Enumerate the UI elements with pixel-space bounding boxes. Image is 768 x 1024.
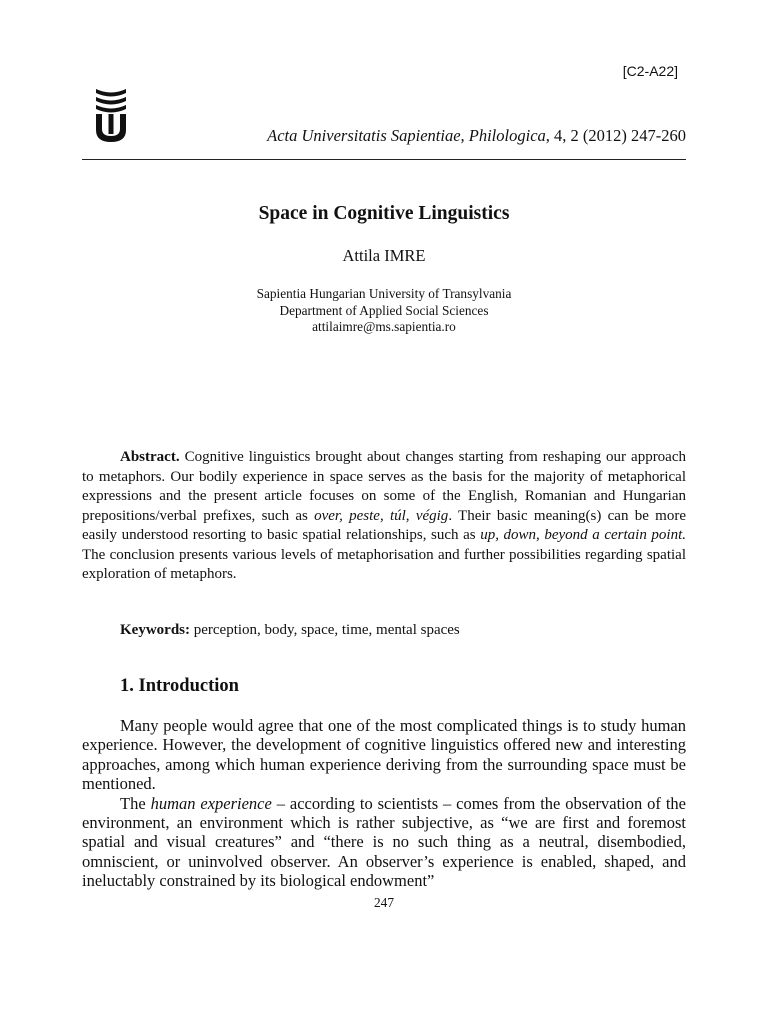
keywords-label: Keywords:	[120, 622, 190, 638]
abstract-label: Abstract.	[120, 449, 180, 465]
paragraph: Many people would agree that one of the most complicated things is to study human experience. However, the development of cognitive linguistics offered new and interesting approaches, among which human experience deriving from the surrounding space must be mentioned.	[82, 716, 686, 794]
author-affiliation	[0, 286, 768, 336]
section-body	[82, 716, 686, 891]
abstract-text: Cognitive linguistics brought about changes starting from reshaping our approach to metaphors. Our bodily experience in space serves as the basis for the majority of metaphorical expressions and the present article focuses on some of the English, Romanian and Hungarian prepositions/verbal prefixes, such as	[82, 449, 686, 524]
abstract	[82, 448, 686, 585]
paragraph-text: – according to scientists – comes from the observation of the environment, an environment which is rather subjective, as “we are first and foremost spatial and visual creatures” and “there is no such thing as a neutral, disembodied, omniscient, or uninvolved observer. An observer’s experience is enabled, shaped, and ineluctably constrained by its biological endowment”	[82, 793, 686, 891]
affiliation-department: Department of Applied Social Sciences	[279, 302, 489, 318]
paragraph	[82, 794, 686, 891]
abstract-italic: over, peste, túl, végig	[314, 507, 449, 524]
paragraph-italic: human experience	[150, 793, 272, 813]
journal-name: Acta Universitatis Sapientiae, Philologica	[267, 126, 546, 145]
article-code: [C2-A22]	[622, 63, 678, 79]
keywords-text: perception, body, space, time, mental spaces	[190, 622, 460, 638]
abstract-text: The conclusion presents various levels of metaphorisation and further possibilities regarding spatial exploration of metaphors.	[82, 546, 686, 582]
header-rule	[82, 159, 686, 160]
keywords	[120, 622, 460, 639]
abstract-text: . Their basic meaning(s) can be more easily understood resorting to basic spatial relationships, such as	[82, 507, 686, 543]
section-heading: 1. Introduction	[120, 676, 239, 696]
article-title: Space in Cognitive Linguistics	[258, 203, 510, 224]
journal-issue: , 4, 2 (2012) 247-260	[545, 126, 686, 145]
university-logo-icon	[94, 87, 128, 143]
affiliation-email: attilaimre@ms.sapientia.ro	[312, 319, 456, 334]
affiliation-university: Sapientia Hungarian University of Transylvania	[256, 286, 512, 301]
author-name: Attila IMRE	[342, 246, 426, 265]
journal-citation	[267, 126, 686, 146]
paragraph-text: The	[120, 793, 151, 813]
page-number: 247	[374, 895, 394, 910]
abstract-italic: up, down, beyond a certain point.	[480, 527, 686, 543]
